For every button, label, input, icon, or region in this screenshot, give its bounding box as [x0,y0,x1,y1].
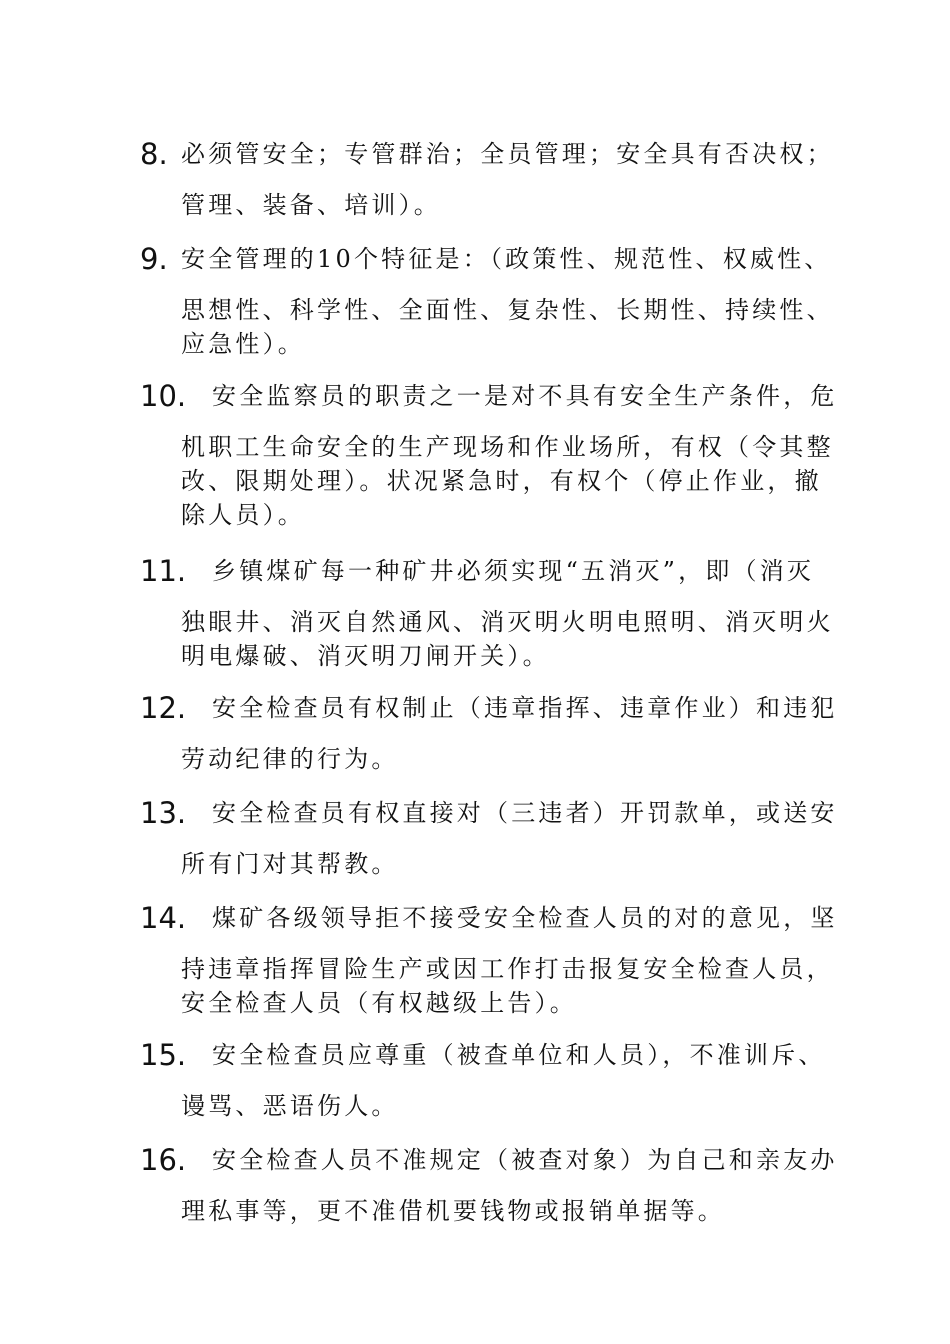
item-text-line: 安全检查人员（有权越级上告）。 [181,989,577,1017]
item-text-line: 理私事等，更不准借机要钱物或报销单据等。 [181,1197,725,1225]
item-number: 16. [140,1143,187,1177]
item-text-line: 安全检查员应尊重（被查单位和人员），不准训斥、 [212,1041,826,1069]
item-number: 10. [140,379,187,413]
item-number: 13. [140,796,187,830]
item-text-line: 安全管理的10个特征是：（政策性、规范性、权威性、 [181,245,832,273]
item-text-line: 思想性、科学性、全面性、复杂性、长期性、持续性、 [181,296,834,324]
item-number: 9. [140,242,168,276]
item-text-line: 管理、装备、培训）。 [181,191,441,219]
item-text-line: 乡镇煤矿每一种矿井必须实现“五消灭”，即（消灭 [212,557,815,585]
item-text-line: 安全监察员的职责之一是对不具有安全生产条件，危 [212,382,838,410]
item-text-line: 独眼井、消灭自然通风、消灭明火明电照明、消灭明火 [181,608,834,636]
item-number: 15. [140,1038,187,1072]
item-text-line: 明电爆破、消灭明刀闸开关）。 [181,642,550,670]
item-text-line: 安全检查员有权制止（违章指挥、违章作业）和违犯 [212,694,838,722]
item-text-line: 改、限期处理）。状况紧急时，有权个（停止作业，撤 [181,467,822,495]
item-text-line: 持违章指挥冒险生产或因工作打击报复安全检查人员， [181,955,834,983]
item-text-line: 安全检查员有权直接对（三违者）开罚款单，或送安 [212,799,838,827]
item-number: 8. [140,137,168,171]
item-number: 14. [140,901,187,935]
item-number: 12. [140,691,187,725]
item-text-line: 谩骂、恶语伤人。 [181,1092,399,1120]
item-text-line: 煤矿各级领导拒不接受安全检查人员的对的意见，坚 [212,904,838,932]
item-text-line: 除人员）。 [181,501,305,529]
item-text-line: 所有门对其帮教。 [181,850,399,878]
item-text-line: 必须管安全；专管群治；全员管理；安全具有否决权； [181,140,834,168]
item-text-line: 安全检查人员不准规定（被查对象）为自己和亲友办 [212,1146,838,1174]
item-text-line: 应急性）。 [181,330,305,358]
item-number: 11. [140,554,187,588]
item-text-line: 机职工生命安全的生产现场和作业场所，有权（令其整 [181,433,834,461]
item-text-line: 劳动纪律的行为。 [181,745,399,773]
